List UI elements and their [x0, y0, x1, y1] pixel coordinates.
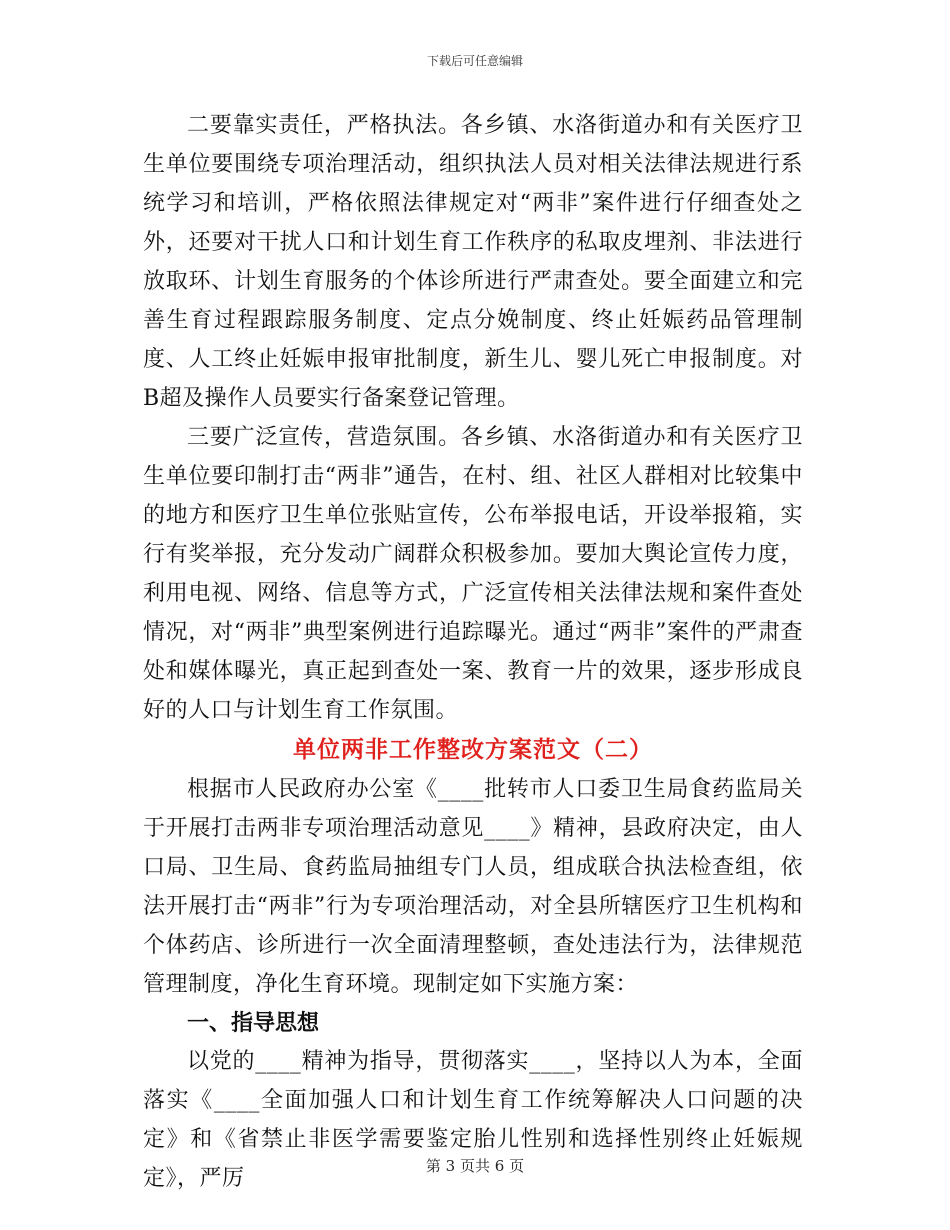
section-title: 单位两非工作整改方案范文（二） [293, 736, 653, 763]
paragraph-publicity: 三要广泛宣传，营造氛围。各乡镇、水洛街道办和有关医疗卫生单位要印制打击“两非”通告，在村、组、社区人群相对比较集中的地方和医疗卫生单位张贴宣传，公布举报电话，开设举报箱，实行有奖举报，充分发动广阔群众积极参加。要加大舆论宣传力度，利用电视、网络、信息等方式，广泛宣传相关法律法规和案件查处情况，对“两非”典型案例进行追踪曝光。通过“两非”案件的严肃查处和媒体曝光，真正起到查处一案、教育一片的效果，逐步形成良好的人口与计划生育工作氛围。 [143, 425, 803, 723]
subheading-guiding-thought: 一、指导思想 [187, 1010, 320, 1036]
paragraph-intro: 根据市人民政府办公室《____批转市人口委卫生局食药监局关于开展打击两非专项治理活动意见____》精神，县政府决定，由人口局、卫生局、食药监局抽组专门人员，组成联合执法检查组，依法开展打击“两非”行为专项治理活动，对全县所辖医疗卫生机构和个体药店、诊所进行一次全面清理整顿，查处违法行为，法律规范管理制度，净化生育环境。现制定如下实施方案： [143, 777, 803, 997]
paragraph-enforcement: 二要靠实责任，严格执法。各乡镇、水洛街道办和有关医疗卫生单位要围绕专项治理活动，组织执法人员对相关法律法规进行系统学习和培训，严格依照法律规定对“两非”案件进行仔细查处之外，还要对干扰人口和计划生育工作秩序的私取皮埋剂、非法进行放取环、计划生育服务的个体诊所进行严肃查处。要全面建立和完善生育过程跟踪服务制度、定点分娩制度、终止妊娠药品管理制度、人工终止妊娠申报审批制度，新生儿、婴儿死亡申报制度。对B超及操作人员要实行备案登记管理。 [143, 113, 803, 411]
page-header: 下载后可任意编辑 [426, 54, 523, 68]
document-body [143, 106, 803, 1198]
paragraph-guiding-thought: 以党的____精神为指导，贯彻落实____，坚持以人为本，全面落实《____全面加强人口和计划生育工作统筹解决人口问题的决定》和《省禁止非医学需要鉴定胎儿性别和选择性别终止妊娠规定》，严厉 [143, 1049, 803, 1191]
page-footer: 第 3 页共 6 页 [425, 1157, 525, 1175]
